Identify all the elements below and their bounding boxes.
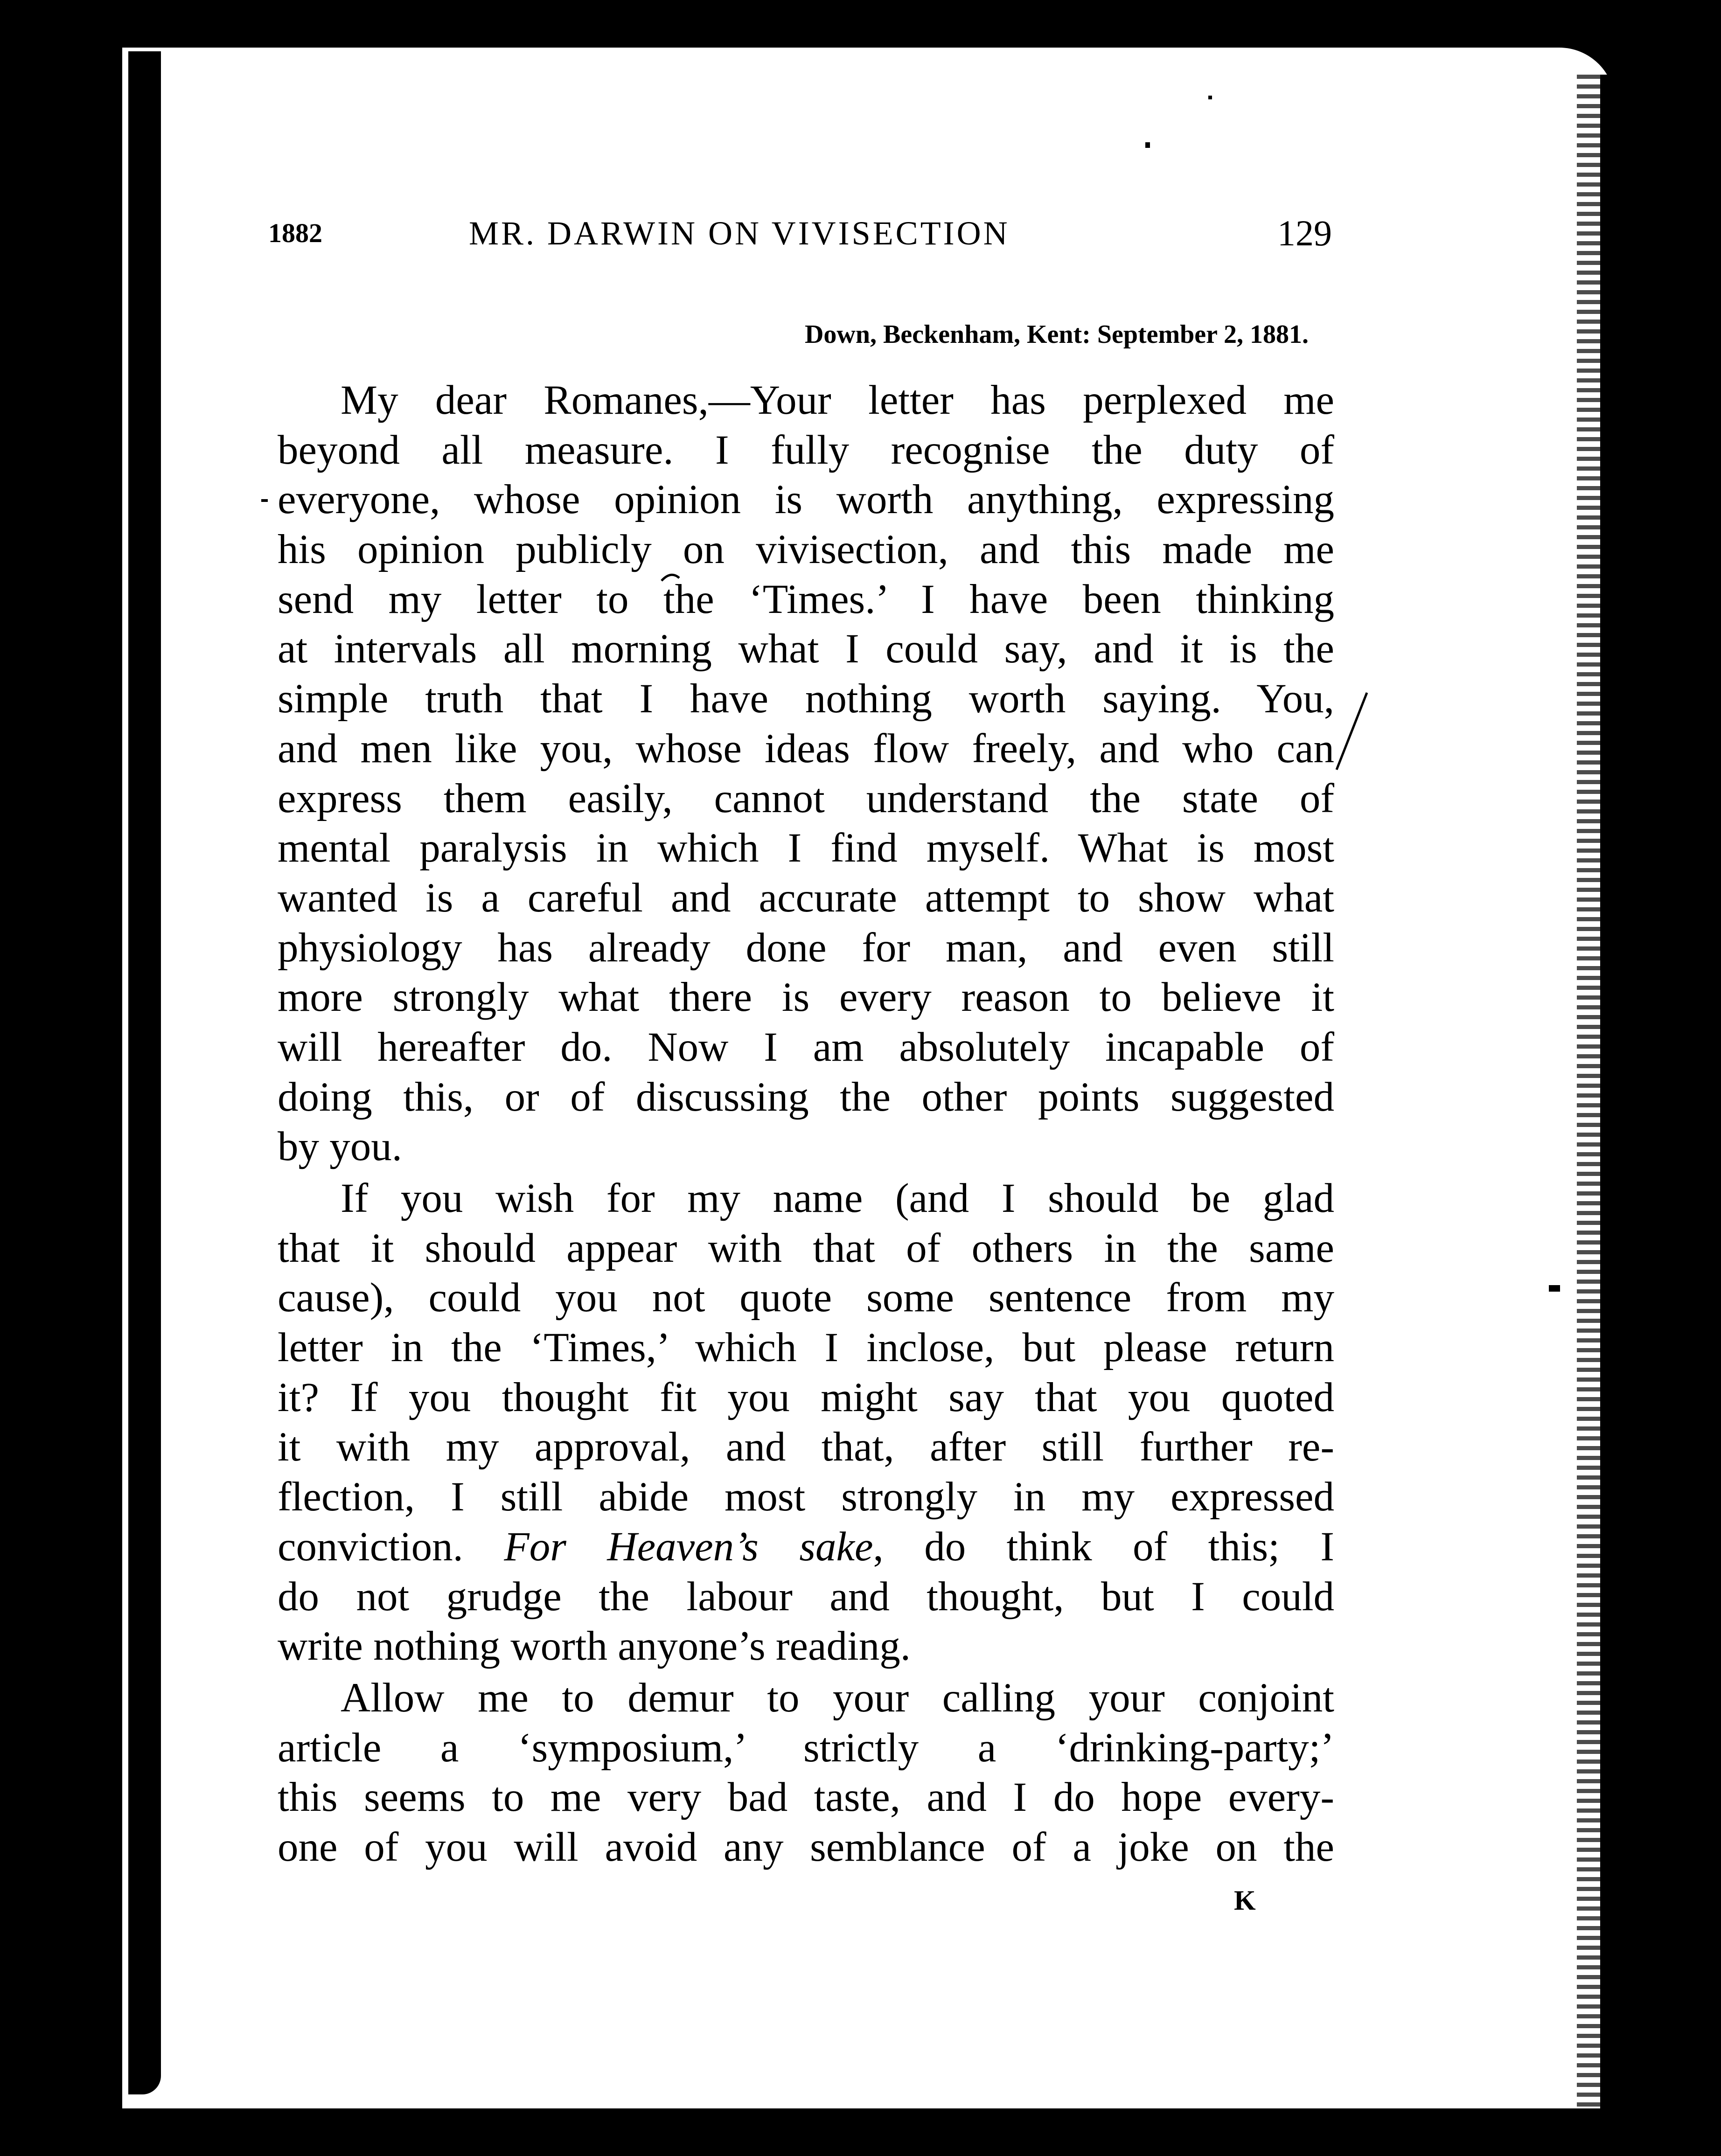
margin-speck xyxy=(1549,1285,1560,1292)
text-line: one of you will avoid any semblance of a joke on the xyxy=(278,1824,1334,1870)
text-line: physiology has already done for man, and even still xyxy=(278,925,1334,971)
text-line: by you. xyxy=(278,1124,402,1170)
text-line: everyone, whose opinion is worth anything, expressing xyxy=(278,477,1334,523)
text-run: , do think of this; I xyxy=(873,1523,1335,1570)
header-year: 1882 xyxy=(268,218,322,248)
margin-speck xyxy=(5,216,107,217)
paragraph xyxy=(278,1673,1334,1872)
text-line: mental paralysis in which I find myself. What is most xyxy=(278,825,1334,871)
text-line: it with my approval, and that, after still further re- xyxy=(278,1424,1334,1470)
text-line: do not grudge the labour and thought, but I could xyxy=(278,1573,1334,1620)
text-line: more strongly what there is every reason to believe it xyxy=(278,974,1334,1021)
text-line: and men like you, whose ideas flow freely, and who can xyxy=(278,725,1334,772)
text-line: this seems to me very bad taste, and I do hope every- xyxy=(278,1774,1334,1821)
signature-mark: K xyxy=(1234,1885,1256,1916)
text-line: wanted is a careful and accurate attempt to show what xyxy=(278,875,1334,921)
text-line: letter in the ‘Times,’ which I inclose, but please return xyxy=(278,1325,1334,1371)
emphasis-line xyxy=(278,1522,1334,1572)
text-line: doing this, or of discussing the other points suggested xyxy=(278,1074,1334,1120)
margin-speck xyxy=(1208,96,1212,99)
text-line: send my letter to the ‘Times.’ I have been thinking xyxy=(278,576,1334,622)
text-line: express them easily, cannot understand the state of xyxy=(278,775,1334,821)
running-head xyxy=(268,208,1332,259)
header-title: MR. DARWIN ON VIVISECTION xyxy=(469,215,1010,252)
text-line: cause), could you not quote some sentence from my xyxy=(278,1275,1334,1321)
text-line: will hereafter do. Now I am absolutely incapable of xyxy=(278,1024,1334,1070)
margin-speck xyxy=(1145,142,1150,148)
text-line: article a ‘symposium,’ strictly a ‘drinking-party;’ xyxy=(278,1725,1334,1771)
text-run: conviction. xyxy=(278,1523,504,1570)
text-line: at intervals all morning what I could say, and it is the xyxy=(278,626,1334,672)
text-line: simple truth that I have nothing worth saying. You, xyxy=(278,676,1334,722)
text-line: beyond all measure. I fully recognise the duty of xyxy=(278,427,1334,473)
letter-dateline: Down, Beckenham, Kent: September 2, 1881. xyxy=(804,320,1309,349)
right-scan-border xyxy=(1600,75,1721,2118)
left-scan-border xyxy=(128,51,161,2094)
text-line: his opinion publicly on vivisection, and this made me xyxy=(278,527,1334,573)
text-line: flection, I still abide most strongly in my expressed xyxy=(278,1474,1334,1520)
letter-body xyxy=(278,376,1334,1872)
text-line: that it should appear with that of others in the same xyxy=(278,1225,1334,1271)
text-line: it? If you thought fit you might say that you quoted xyxy=(278,1374,1334,1420)
italic-phrase: For Heaven’s sake xyxy=(504,1523,873,1570)
page-number: 129 xyxy=(1277,213,1332,253)
margin-speck xyxy=(261,499,268,502)
text-line: Allow me to demur to your calling your conjoint xyxy=(341,1675,1334,1721)
bottom-scan-border xyxy=(122,2108,1721,2156)
paragraph xyxy=(278,376,1334,1172)
paragraph xyxy=(278,1174,1334,1671)
text-line: If you wish for my name (and I should be glad xyxy=(341,1175,1334,1221)
text-line: write nothing worth anyone’s reading. xyxy=(278,1623,911,1669)
text-line: My dear Romanes,—Your letter has perplexed me xyxy=(341,377,1334,423)
